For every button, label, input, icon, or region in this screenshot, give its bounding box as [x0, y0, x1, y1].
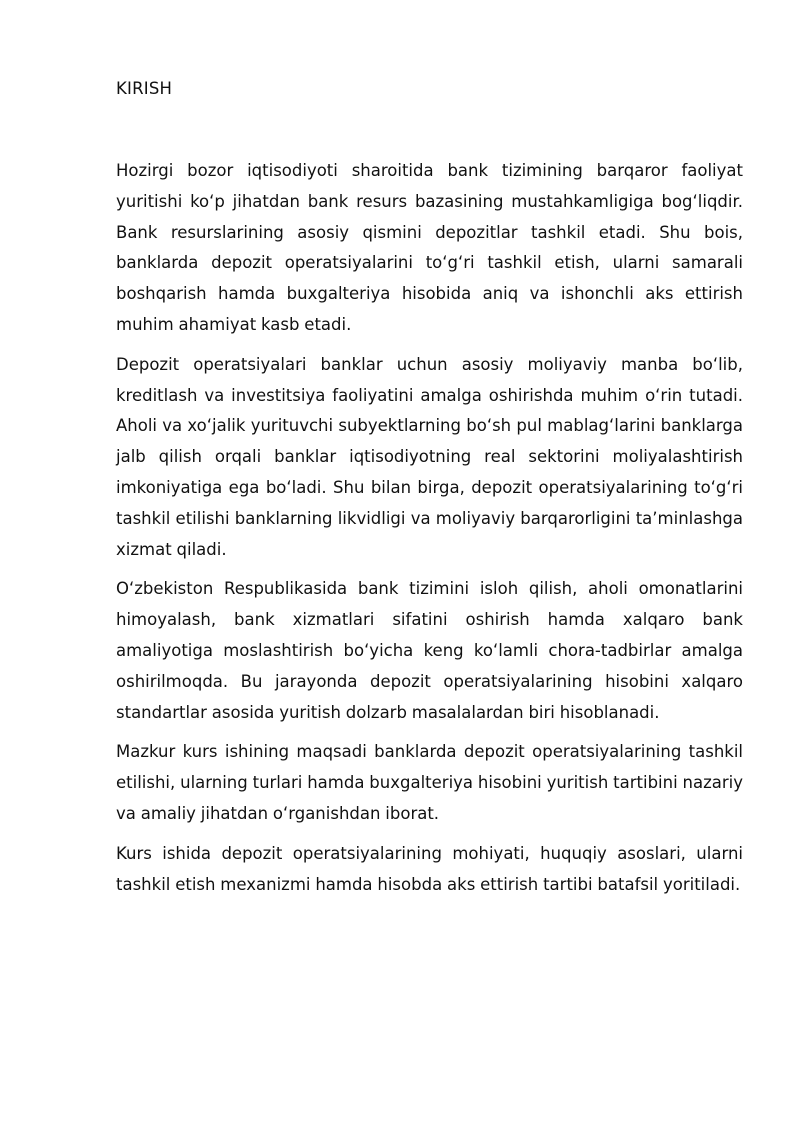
body-text	[116, 156, 743, 909]
paragraph-1: Hozirgi bozor iqtisodiyoti sharoitida bank tizimining barqaror faoliyat yuritishi koʻp jihatdan bank resurs bazasining mustahkamligiga bogʻliqdir. Bank resurslarining asosiy qismini depozitlar tashkil etadi. Shu bois, banklarda depozit operatsiyalarini toʻgʻri tashkil etish, ularni samarali boshqarish hamda buxgalteriya hisobida aniq va ishonchli aks ettirish muhim ahamiyat kasb etadi.	[116, 161, 743, 334]
paragraph-4: Mazkur kurs ishining maqsadi banklarda depozit operatsiyalarining tashkil etilishi, ularning turlari hamda buxgalteriya hisobini yuritish tartibini nazariy va amaliy jihatdan oʻrganishdan iborat.	[116, 742, 743, 823]
paragraph-2: Depozit operatsiyalari banklar uchun asosiy moliyaviy manba boʻlib, kreditlash va investitsiya faoliyatini amalga oshirishda muhim oʻrin tutadi. Aholi va xoʻjalik yurituvchi subyektlarning boʻsh pul mablagʻlarini banklarga jalb qilish orqali banklar iqtisodiyotning real sektorini moliyalashtirish imkoniyatiga ega boʻladi. Shu bilan birga, depozit operatsiyalarining toʻgʻri tashkil etilishi banklarning likvidligi va moliyaviy barqarorligini taʼminlashga xizmat qiladi.	[116, 354, 743, 559]
paragraph-3: Oʻzbekiston Respublikasida bank tizimini isloh qilish, aholi omonatlarini himoyalash, bank xizmatlari sifatini oshirish hamda xalqaro bank amaliyotiga moslashtirish boʻyicha keng koʻlamli chora-tadbirlar amalga oshirilmoqda. Bu jarayonda depozit operatsiyalarining hisobini xalqaro standartlar asosida yuritish dolzarb masalalardan biri hisoblanadi.	[116, 579, 743, 722]
paragraph-5: Kurs ishida depozit operatsiyalarining mohiyati, huquqiy asoslari, ularni tashkil etish mexanizmi hamda hisobda aks ettirish tartibi batafsil yoritiladi.	[116, 843, 743, 894]
section-heading: KIRISH	[116, 79, 173, 98]
